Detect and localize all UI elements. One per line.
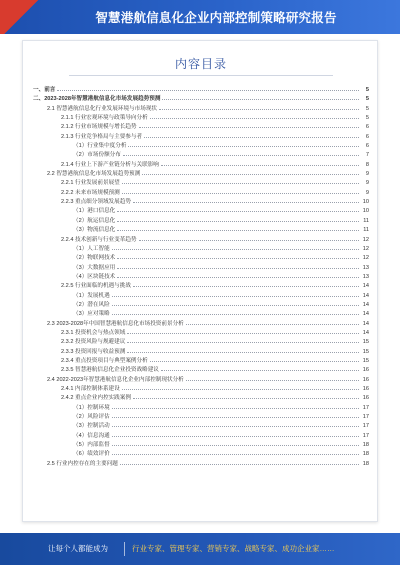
toc-entry[interactable] — [33, 365, 369, 374]
toc-entry[interactable] — [33, 319, 369, 328]
toc-entry[interactable] — [33, 272, 369, 281]
toc-entry[interactable] — [33, 337, 369, 346]
toc-entry[interactable] — [33, 178, 369, 187]
toc-entry-page: 11 — [363, 217, 369, 224]
toc-entry-page: 12 — [362, 245, 369, 252]
toc-entry[interactable] — [33, 440, 369, 449]
toc-entry-page: 14 — [362, 320, 369, 327]
toc-leader-dots — [117, 206, 359, 212]
toc-entry[interactable] — [33, 291, 369, 300]
toc-entry-label: （1）人工智能 — [73, 245, 110, 252]
toc-leader-dots — [117, 253, 359, 259]
toc-entry-label: 2.2.5 行业面临的机遇与挑战 — [61, 283, 131, 290]
footer-slogan-right: 行业专家、管理专家、营销专家、战略专家、成功企业家…… — [132, 544, 335, 553]
toc-entry-page: 12 — [362, 255, 369, 262]
toc-entry-page: 5 — [365, 96, 369, 103]
toc-entry[interactable] — [33, 197, 369, 206]
toc-entry-page: 18 — [362, 460, 369, 467]
toc-entry-label: （1）控制环境 — [73, 404, 110, 411]
toc-entry-page: 6 — [365, 143, 369, 150]
toc-entry-label: （4）信息沟通 — [73, 432, 110, 439]
toc-leader-dots — [128, 141, 359, 147]
toc-entry-page: 14 — [362, 283, 369, 290]
header-band — [0, 0, 400, 34]
toc-entry-label: （3）物流信息化 — [73, 227, 116, 234]
toc-entry-label: 2.1.3 行业竞争格局与主要参与者 — [61, 133, 143, 140]
toc-entry-page: 9 — [365, 180, 369, 187]
toc-leader-dots — [139, 235, 359, 241]
toc-entry[interactable] — [33, 356, 369, 365]
toc-entry[interactable] — [33, 412, 369, 421]
toc-entry[interactable] — [33, 141, 369, 150]
toc-entry[interactable] — [33, 431, 369, 440]
toc-leader-dots — [122, 178, 359, 184]
toc-leader-dots — [150, 356, 359, 362]
toc-entry[interactable] — [33, 169, 369, 178]
report-title: 智慧港航信息化企业内部控制策略研究报告 — [95, 11, 337, 25]
toc-entry-page: 6 — [365, 133, 369, 140]
toc-entry-label: （3）应对策略 — [73, 311, 110, 318]
toc-entry-label: 2.3.5 智慧港航信息化企业投资战略建议 — [61, 367, 159, 374]
toc-entry-label: （1）行业集中度分析 — [73, 143, 127, 150]
toc-entry-page: 14 — [362, 292, 369, 299]
toc-entry-page: 8 — [365, 161, 369, 168]
toc-entry-label: 2.2.3 重点细分领域发展趋势 — [61, 199, 131, 206]
toc-entry[interactable] — [33, 384, 369, 393]
footer-slogan-left: 让每个人都能成为 — [48, 544, 108, 553]
toc-entry[interactable] — [33, 459, 369, 468]
toc-entry-label: （2）潜在风险 — [73, 301, 110, 308]
toc-leader-dots — [112, 440, 359, 446]
toc-leader-dots — [161, 365, 359, 371]
toc-entry-label: （2）航运信息化 — [73, 217, 116, 224]
toc-entry-label: 2.4 2022-2023年智慧港航信息化企业内部控制现状分析 — [47, 376, 184, 383]
toc-entry[interactable] — [33, 235, 369, 244]
toc-entry[interactable] — [33, 300, 369, 309]
toc-entry-label: 2.3.1 投资机会与热点领域 — [61, 329, 126, 336]
toc-entry-page: 15 — [362, 339, 369, 346]
footer-divider — [124, 542, 125, 556]
toc-entry-label: （4）区块链技术 — [73, 273, 116, 280]
toc-leader-dots — [120, 459, 359, 465]
toc-leader-dots — [139, 122, 359, 128]
toc-entry[interactable] — [33, 347, 369, 356]
toc-entry-label: 2.2.4 技术创新与行业变革趋势 — [61, 236, 137, 243]
toc-entry-label: 二、2023-2028年智慧港航信息化市场发展趋势预测 — [33, 96, 161, 103]
toc-entry-page: 13 — [362, 273, 369, 280]
toc-leader-dots — [162, 94, 359, 100]
toc-entry[interactable] — [33, 122, 369, 131]
toc-leader-dots — [142, 169, 359, 175]
toc-entry-page: 14 — [362, 329, 369, 336]
toc-entry-page: 5 — [365, 87, 369, 93]
toc-entry-page: 14 — [362, 301, 369, 308]
toc-entry[interactable] — [33, 104, 369, 113]
toc-entry[interactable] — [33, 253, 369, 262]
toc-leader-dots — [112, 309, 359, 315]
toc-entry[interactable] — [33, 160, 369, 169]
toc-leader-dots — [133, 393, 359, 399]
toc-entry-page: 5 — [365, 115, 369, 122]
toc-entry[interactable] — [33, 309, 369, 318]
toc-leader-dots — [127, 328, 359, 334]
toc-entry[interactable] — [33, 206, 369, 215]
toc-entry-page: 16 — [362, 367, 369, 374]
toc-entry-label: 2.3 2023-2028年中国智慧港航信息化市场投资前景分析 — [47, 320, 184, 327]
toc-entry-page: 15 — [362, 348, 369, 355]
table-of-contents — [33, 85, 369, 468]
toc-entry[interactable] — [33, 393, 369, 402]
toc-entry-page: 9 — [365, 189, 369, 196]
toc-leader-dots — [117, 216, 359, 222]
toc-entry-label: 2.3.4 重点投资项目与典型案例分析 — [61, 357, 148, 364]
toc-leader-dots — [112, 291, 359, 297]
toc-leader-dots — [186, 375, 359, 381]
toc-entry-label: （1）发展机遇 — [73, 292, 110, 299]
toc-leader-dots — [117, 272, 359, 278]
toc-entry-label: 2.1.4 行业上下游产业链分析与关联影响 — [61, 161, 159, 168]
toc-leader-dots — [127, 337, 359, 343]
toc-entry-label: 2.3.2 投资风险与规避建议 — [61, 339, 126, 346]
toc-entry-page: 16 — [362, 386, 369, 392]
toc-leader-dots — [112, 403, 359, 409]
toc-entry-page: 18 — [362, 451, 369, 458]
toc-entry[interactable] — [33, 132, 369, 141]
toc-entry[interactable] — [33, 94, 369, 103]
toc-entry-label: 一、前言 — [33, 87, 56, 93]
toc-entry-label: 2.1.2 行业市场规模与增长趋势 — [61, 124, 137, 131]
toc-leader-dots — [112, 244, 359, 250]
toc-entry-label: 2.2.2 未来市场规模预测 — [61, 189, 120, 196]
toc-entry-label: 2.2.1 行业发展前景展望 — [61, 180, 120, 187]
toc-entry[interactable] — [33, 85, 369, 94]
toc-leader-dots — [112, 449, 359, 455]
footer-band — [0, 533, 400, 565]
toc-entry[interactable] — [33, 225, 369, 234]
toc-entry[interactable] — [33, 263, 369, 272]
toc-entry-label: （3）控制活动 — [73, 423, 110, 430]
toc-entry-page: 11 — [363, 227, 369, 234]
toc-entry-page: 16 — [362, 395, 369, 402]
toc-entry-page: 16 — [362, 376, 369, 383]
toc-entry-label: （1）港口信息化 — [73, 208, 116, 215]
toc-leader-dots — [117, 263, 359, 269]
toc-leader-dots — [112, 412, 359, 418]
toc-leader-dots — [117, 225, 359, 231]
toc-entry-label: （5）内部监督 — [73, 442, 110, 449]
toc-entry-label: （6）绩效评价 — [73, 451, 110, 458]
toc-leader-dots — [150, 113, 359, 119]
toc-entry-label: （2）风险评估 — [73, 414, 110, 421]
toc-entry-page: 17 — [362, 432, 369, 439]
toc-leader-dots — [159, 104, 359, 110]
toc-entry[interactable] — [33, 449, 369, 458]
toc-entry-label: 2.1 智慧港航信息化行业发展环境与市场现状 — [47, 105, 158, 112]
toc-leader-dots — [112, 431, 359, 437]
toc-entry-page: 17 — [362, 404, 369, 411]
toc-entry-page: 12 — [362, 236, 369, 243]
toc-entry-label: 2.2 智慧港航信息化市场发展趋势预测 — [47, 171, 141, 178]
toc-entry[interactable] — [33, 281, 369, 290]
toc-entry-page: 17 — [362, 414, 369, 421]
toc-divider — [69, 75, 333, 76]
toc-entry-label: （2）物联网技术 — [73, 255, 116, 262]
toc-entry-label: 2.4.2 重点企业内控实践案例 — [61, 395, 131, 402]
toc-entry-label: 2.3.3 投资回报与收益预测 — [61, 348, 126, 355]
toc-leader-dots — [161, 160, 359, 166]
toc-entry[interactable] — [33, 113, 369, 122]
toc-leader-dots — [122, 188, 359, 194]
toc-entry-label: （2）市场份额分布 — [73, 152, 121, 159]
toc-heading: 内容目录 — [174, 57, 227, 71]
toc-leader-dots — [133, 281, 359, 287]
toc-leader-dots — [144, 132, 359, 138]
toc-entry-page: 10 — [362, 208, 369, 215]
toc-entry-page: 15 — [362, 357, 369, 364]
toc-leader-dots — [122, 384, 359, 390]
toc-entry-page: 10 — [362, 199, 369, 206]
toc-entry[interactable] — [33, 403, 369, 412]
toc-entry-page: 13 — [362, 264, 369, 271]
toc-entry[interactable] — [33, 328, 369, 337]
toc-entry-label: 2.4.1 内部控制体系建设 — [61, 386, 120, 392]
toc-leader-dots — [123, 150, 359, 156]
header-accent-shape — [0, 0, 40, 34]
toc-entry[interactable] — [33, 375, 369, 384]
toc-entry-page: 9 — [365, 171, 369, 178]
toc-entry-page: 5 — [365, 105, 369, 112]
toc-leader-dots — [127, 347, 359, 353]
toc-entry[interactable] — [33, 216, 369, 225]
toc-entry[interactable] — [33, 150, 369, 159]
toc-entry-label: 2.5 行业内控存在的主要问题 — [47, 460, 118, 467]
toc-entry-page: 6 — [365, 124, 369, 131]
toc-entry[interactable] — [33, 188, 369, 197]
toc-leader-dots — [186, 319, 359, 325]
toc-entry-label: （3）大数据应用 — [73, 264, 116, 271]
toc-entry-page: 18 — [362, 442, 369, 449]
toc-entry-page: 17 — [362, 423, 369, 430]
toc-leader-dots — [57, 85, 359, 91]
toc-entry-page: 14 — [362, 311, 369, 318]
toc-leader-dots — [112, 421, 359, 427]
toc-leader-dots — [112, 300, 359, 306]
toc-leader-dots — [133, 197, 359, 203]
toc-entry-page: 7 — [365, 152, 369, 159]
toc-entry-label: 2.1.1 行业宏观环境与政策导向分析 — [61, 115, 148, 122]
toc-entry[interactable] — [33, 421, 369, 430]
toc-entry[interactable] — [33, 244, 369, 253]
document-page — [22, 40, 378, 522]
